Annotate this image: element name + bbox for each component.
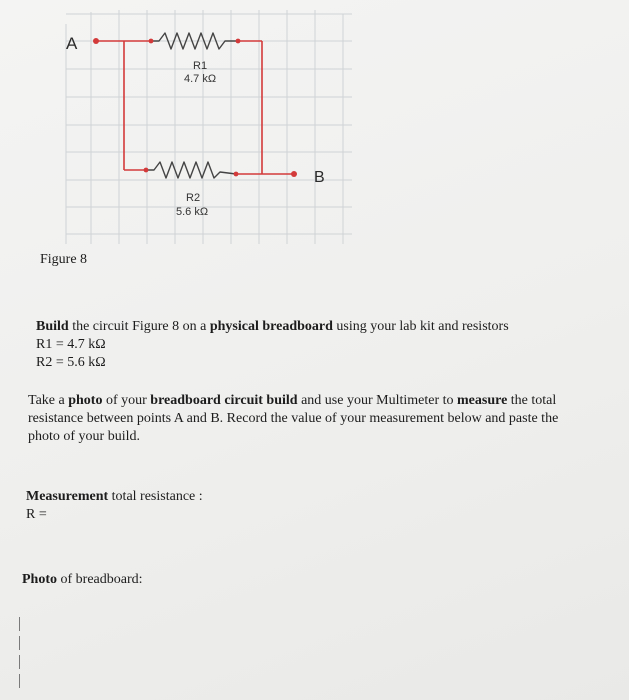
build-word: Build: [36, 319, 69, 334]
measurement-label-rest: total resistance :: [108, 489, 203, 504]
photo-task-t1: Take a: [28, 393, 69, 408]
node-b-label: B: [314, 169, 325, 186]
measurement-label: [26, 488, 426, 506]
margin-tick: [19, 617, 20, 631]
junction-r1-right: [236, 39, 241, 44]
photo-label-bold: Photo: [22, 572, 57, 587]
r1-spec-line: R1 = 4.7 kΩ: [36, 337, 106, 352]
measurement-section: [26, 488, 426, 524]
build-text-2: using your lab kit and resistors: [332, 319, 509, 334]
r2-value: 5.6 kΩ: [176, 206, 209, 218]
build-line: [36, 318, 606, 336]
photo-task-line-2: resistance between points A and B. Record the value of your measurement below and paste the: [28, 411, 559, 426]
junction-r2-right: [234, 172, 239, 177]
node-a-terminal: [93, 38, 99, 44]
r2-spec-line: R2 = 5.6 kΩ: [36, 355, 106, 370]
measurement-value-line: R =: [26, 507, 47, 522]
r1-name: R1: [193, 60, 208, 72]
r1-value: 4.7 kΩ: [184, 73, 217, 85]
photo-label: [22, 571, 422, 589]
photo-task-line-3: photo of your build.: [28, 429, 140, 444]
node-a-label: A: [66, 34, 78, 53]
photo-task-instructions: [28, 392, 603, 446]
measure-emphasis: measure: [457, 393, 508, 408]
photo-task-t4: the total: [507, 393, 557, 408]
photo-task-t2: of your: [102, 393, 151, 408]
circuit-diagram: [0, 0, 629, 250]
photo-task-line-1: [28, 392, 603, 410]
physical-breadboard-emphasis: physical breadboard: [209, 319, 333, 334]
junction-r2-left: [144, 168, 149, 173]
measurement-label-bold: Measurement: [26, 489, 109, 504]
node-b-terminal: [291, 171, 297, 177]
figure-caption: Figure 8: [40, 252, 88, 267]
margin-tick: [19, 636, 20, 650]
breadboard-build-emphasis: breadboard circuit build: [150, 393, 298, 408]
margin-tick: [19, 674, 20, 688]
build-text-1: the circuit Figure 8 on a: [68, 319, 210, 334]
resistor-r2: [146, 162, 236, 178]
photo-emphasis: photo: [68, 393, 103, 408]
photo-task-t3: and use your Multimeter to: [297, 393, 457, 408]
photo-section: [22, 571, 422, 589]
junction-r1-left: [149, 39, 154, 44]
build-instructions: [36, 318, 606, 372]
photo-label-rest: of breadboard:: [57, 572, 143, 587]
r2-name: R2: [186, 192, 201, 204]
margin-tick: [19, 655, 20, 669]
